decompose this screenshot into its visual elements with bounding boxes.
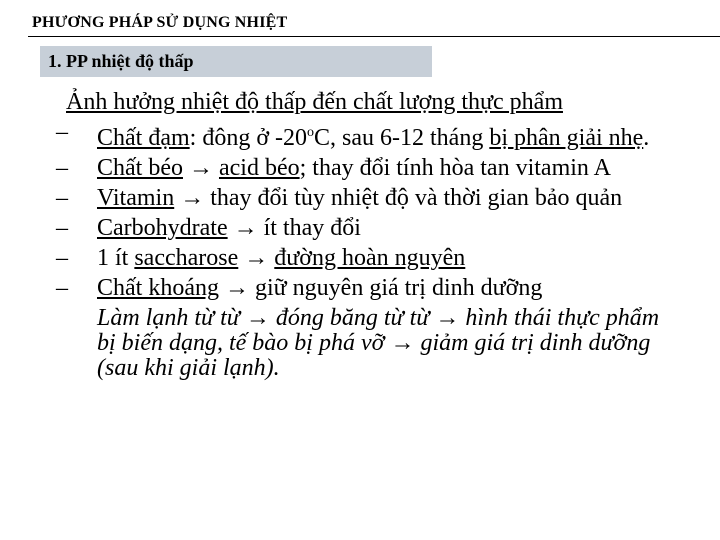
list-item-vitamin — [40, 186, 660, 211]
sacch-text: đường hoàn nguyên — [274, 245, 466, 271]
mineral-label: Chất khoáng — [97, 275, 219, 301]
arrow-icon: → — [180, 185, 205, 211]
arrow-icon: → — [233, 215, 258, 241]
vitamin-text: thay đổi tùy nhiệt độ và thời gian bảo quản — [210, 185, 623, 211]
subtitle: Ảnh hưởng nhiệt độ thấp đến chất lượng thực phẩm — [66, 89, 563, 115]
degree-sup: o — [307, 125, 315, 140]
slide-content — [40, 90, 660, 381]
conclusion-part-4: giảm giá trị dinh dưỡng (sau khi giải lạnh). — [97, 330, 651, 381]
arrow-icon: → — [435, 305, 460, 331]
arrow-icon: → — [244, 245, 269, 271]
conclusion-part-1: Làm lạnh từ từ — [97, 305, 246, 331]
carb-text: ít thay đổi — [263, 215, 361, 241]
list-item-carbohydrate — [40, 216, 660, 241]
bullet-dash: – — [56, 155, 68, 181]
list-item-protein — [40, 120, 660, 151]
arrow-icon: → — [245, 305, 270, 331]
list-item-mineral — [40, 276, 660, 301]
period: . — [643, 125, 650, 151]
bullet-dash: – — [56, 215, 68, 241]
conclusion-paragraph — [40, 306, 660, 381]
bullet-dash: – — [56, 119, 68, 145]
protein-label: Chất đạm — [97, 125, 190, 151]
protein-text: : đông ở -20 — [189, 125, 308, 151]
conclusion-part-3: hình thái thực phẩm bị biến dạng, tế bào bị phá vỡ — [97, 305, 660, 356]
arrow-icon: → — [224, 275, 249, 301]
fatty-acid: acid béo — [218, 155, 300, 181]
bullet-dash: – — [56, 185, 68, 211]
carb-label: Carbohydrate — [97, 215, 228, 241]
bullet-dash: – — [56, 245, 68, 271]
list-item-fat — [40, 156, 660, 181]
bullet-dash: – — [56, 275, 68, 301]
arrow-icon: → — [390, 330, 415, 356]
sacch-label: saccharose — [134, 245, 239, 271]
list-item-saccharose — [40, 246, 660, 271]
fat-label: Chất béo — [97, 155, 183, 181]
arrow-icon: → — [188, 155, 213, 181]
header-divider — [28, 36, 720, 37]
fat-text: ; thay đổi tính hòa tan vitamin A — [299, 155, 611, 181]
section-title: 1. PP nhiệt độ thấp — [48, 51, 194, 71]
protein-effect: bị phân giải nhẹ — [489, 125, 644, 151]
section-box — [40, 46, 432, 77]
protein-text-2: C, sau 6-12 tháng — [314, 125, 490, 151]
mineral-text: giữ nguyên giá trị dinh dưỡng — [254, 275, 543, 301]
sacch-prefix: 1 ít — [97, 245, 135, 271]
vitamin-label: Vitamin — [97, 185, 175, 211]
conclusion-part-2: đóng băng từ từ — [269, 305, 436, 331]
slide-header: PHƯƠNG PHÁP SỬ DỤNG NHIỆT — [32, 14, 288, 31]
